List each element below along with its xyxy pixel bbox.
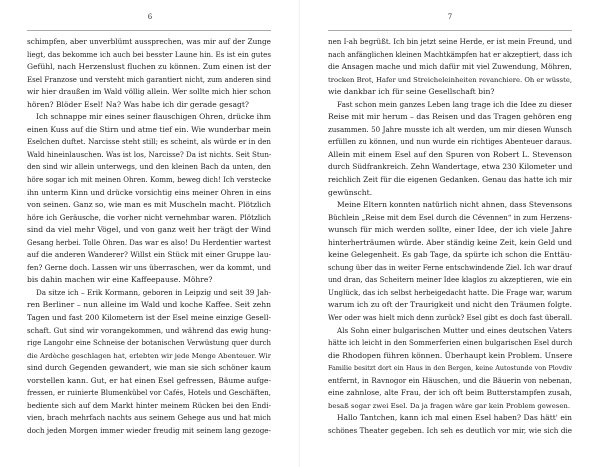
text-line: sind durch Gegenden gewandert, wie man sie sich schöner kaum (27, 363, 271, 373)
text-line: Büchlein „Reise mit dem Esel durch die Cévennen“ in zum Herzens- (328, 213, 572, 222)
text-line: Familie besitzt dort ein Haus in den Bergen, keine Autostunde von Plovdiv (328, 364, 572, 373)
text-line: von seinen. Ganz so, wie man es mit Muscheln macht. Plötzlich (27, 200, 271, 210)
text-line: besaß sogar zwei Esel. Da ja fragen wäre gar kein Problem gewesen. (328, 401, 571, 410)
text-line: sind da viel mehr Vögel, und von ganz weit her trägt der Wind (27, 225, 271, 235)
text-line: Gesang herbei. Tolle Ohren. Das war es also! Du Herdentier wartest (27, 238, 271, 247)
header-rule (27, 30, 271, 31)
text-line: warum ich zu oft der Traurigkeit und nicht den Träumen folgte. (328, 300, 572, 310)
text-line: Reise mit mir herum – das Reisen und das Tragen gehören eng (328, 112, 572, 122)
text-line: durch Südfrankreich. Zehn Wandertage, etwa 230 Kilometer und (328, 162, 572, 172)
text-line: Da sitze ich – Erik Kormann, geboren in Leipzig und seit 39 Jah- (36, 287, 271, 297)
text-line: liegt, das bekomme ich auch bei besster Laune hin. Es ist ein gutes (27, 49, 271, 59)
text-line: hinterherträumen würde. Aber ständig keine Zeit, kein Geld und (328, 237, 572, 247)
text-line: wir hier draußen im Wald völlig allein. Wer sollte mich hier schon (27, 87, 271, 97)
text-line: Allein mit einem Esel auf den Spuren von Robert L. Stevenson (328, 149, 572, 159)
text-line: vorstellen kann. Gut, er hat einen Esel gefressen, Bäume aufge- (27, 375, 271, 385)
text-line: erfüllen zu können, und nun wurde ein richtiges Abenteuer daraus. (328, 137, 572, 147)
text-line: trocken Brot, Hafer und Streicheleinheiten revanchiere. Oh er wüsste, (328, 75, 572, 84)
text-line: Ich schnappe mir eines seiner flauschigen Ohren, drücke ihm (36, 112, 271, 122)
text-line: ihn unterm Kinn und drücke vorsichtig eins meiner Ohren in eins (27, 187, 271, 197)
text-line: Wer oder was hielt mich denn zurück? Esel gibt es doch fast überall. (328, 314, 572, 323)
text-line: gewünscht. (328, 187, 373, 197)
text-line: ren Berliner – nun alleine im Wald und koche Kaffee. Seit zehn (27, 300, 271, 310)
text-line: entfernt, in Ravnogor ein Häuschen, und die Bäuerin von nebenan, (328, 375, 572, 385)
text-line: eine zahnlose, alte Frau, der ich oft beim Butterstampfen zusah, (328, 388, 572, 398)
text-line: einen Kuss auf die Stirn und atme tief ein. Wie wunderbar mein (27, 124, 271, 134)
body-text (27, 36, 271, 438)
text-line: die Ardèche geschlagen hat, erlebten wir jede Menge Abenteuer. Wir (27, 351, 271, 360)
text-line: zusammen. 50 Jahre musste ich alt werden, um mir diesen Wunsch (328, 124, 572, 134)
text-line: Fast schon mein ganzes Leben lang trage ich die Idee zu dieser (337, 99, 572, 109)
right-page (300, 0, 600, 467)
page-number: 7 (447, 13, 453, 21)
text-line: wunsch für mich werden sollte, einer Idee, der ich viele Jahre (328, 225, 572, 235)
page-number: 6 (147, 13, 153, 21)
text-line: vien, brach mehrfach nachts aus seinem Gehege aus und hat mich (27, 413, 271, 423)
text-line: schönes Theater gegeben. Ich seh es deutlich vor mir, wie sich die (328, 425, 572, 435)
text-line: Wald hineinlauschen. Was ist los, Narcisse? Da ist nichts. Seit Stun- (27, 149, 271, 159)
text-line: wie dankbar ich für seine Gesellschaft bin? (328, 87, 495, 97)
text-line: die Ansagen mache und mich dafür mit viel Zuwendung, Möhren, (328, 62, 572, 72)
text-line: Hallo Tantchen, kann ich mal einen Esel haben? Das hätt' ein (337, 413, 572, 423)
text-line: die Rhodopen führen können. Überhaupt kein Problem. Unsere (328, 350, 572, 360)
body-text (328, 36, 572, 438)
text-line: doch jeden Morgen immer wieder freudig mit seinem lang gezoge- (27, 425, 271, 435)
text-line: reichlich Zeit für die eigenen Gedanken. Genau das hatte ich mir (328, 175, 572, 185)
text-line: rige Langohr eine Schneise der botanischen Verwüstung quer durch (27, 339, 271, 348)
text-line: Tagen und fast 200 Kilometern ist der Esel meine einzige Gesell- (27, 313, 271, 323)
text-line: hätte ich leicht in den Sommerferien einen bulgarischen Esel durch (328, 338, 572, 348)
text-line: schaft. Gut sind wir vorangekommen, und während das ewig hung- (27, 325, 271, 335)
text-line: bis dahin machen wir eine Kaffeepause. Möhre? (27, 275, 213, 285)
header-rule (328, 30, 572, 31)
text-line: auf die anderen Wanderer? Willst ein Stück mit einer Gruppe lau- (27, 250, 271, 260)
text-line: keine Gelegenheit. Es gab Tage, da spürte ich schon die Enttäu- (328, 250, 572, 260)
text-line: schimpfen, aber unverblümt aussprechen, was mir auf der Zunge (27, 37, 271, 46)
text-line: hören? Blöder Esel! Na? Was habe ich dir gerade gesagt? (27, 99, 249, 109)
text-line: und dran, das Scheitern meiner Idee klaglos zu akzeptieren, wie ein (328, 276, 572, 285)
text-line: den sind wir allein unterwegs, und den kleinen Bach da unten, den (27, 162, 271, 172)
text-line: nen I-ah begrüßt. Ich bin jetzt seine Herde, er ist mein Freund, und (328, 37, 572, 46)
text-line: Gefühl, nach Herzenslust fluchen zu können. Zum einen ist der (27, 62, 271, 72)
text-line: schung über das in weiter Ferne entschwindende Ziel. Ich war drauf (328, 263, 572, 272)
text-line: fen? Gerne doch. Lassen wir uns überraschen, wer da kommt, und (27, 262, 271, 272)
text-line: nach anfänglichen kleinen Machtkämpfen hat er akzeptiert, dass ich (328, 50, 572, 59)
text-line: fressen, er ruinierte Blumenkübel vor Cafés, Hotels und Geschäften, (27, 389, 271, 398)
text-line: höre sogar ich mit meinen Ohren. Komm, beweg dich! Ich verstecke (27, 176, 271, 185)
text-line: höre ich Geräusche, die vorher nicht vernehmbar waren. Plötzlich (27, 212, 271, 222)
text-line: Als Sohn einer bulgarischen Mutter und eines deutschen Vaters (337, 325, 572, 335)
text-line: Meine Eltern konnten natürlich nicht ahnen, dass Stevensons (337, 200, 572, 210)
text-line: Esel Franzose und versteht mich garantiert nicht, zum anderen sind (27, 75, 271, 84)
text-line: Unglück, das ich selbst herbeigedacht hatte. Die Frage war, warum (328, 287, 572, 297)
text-line: bediente sich auf dem Markt hinter meinem Rücken bei den Endi- (27, 400, 271, 410)
text-line: Eselchen duftet. Narcisse steht still; es scheint, als würde er in den (27, 137, 271, 147)
